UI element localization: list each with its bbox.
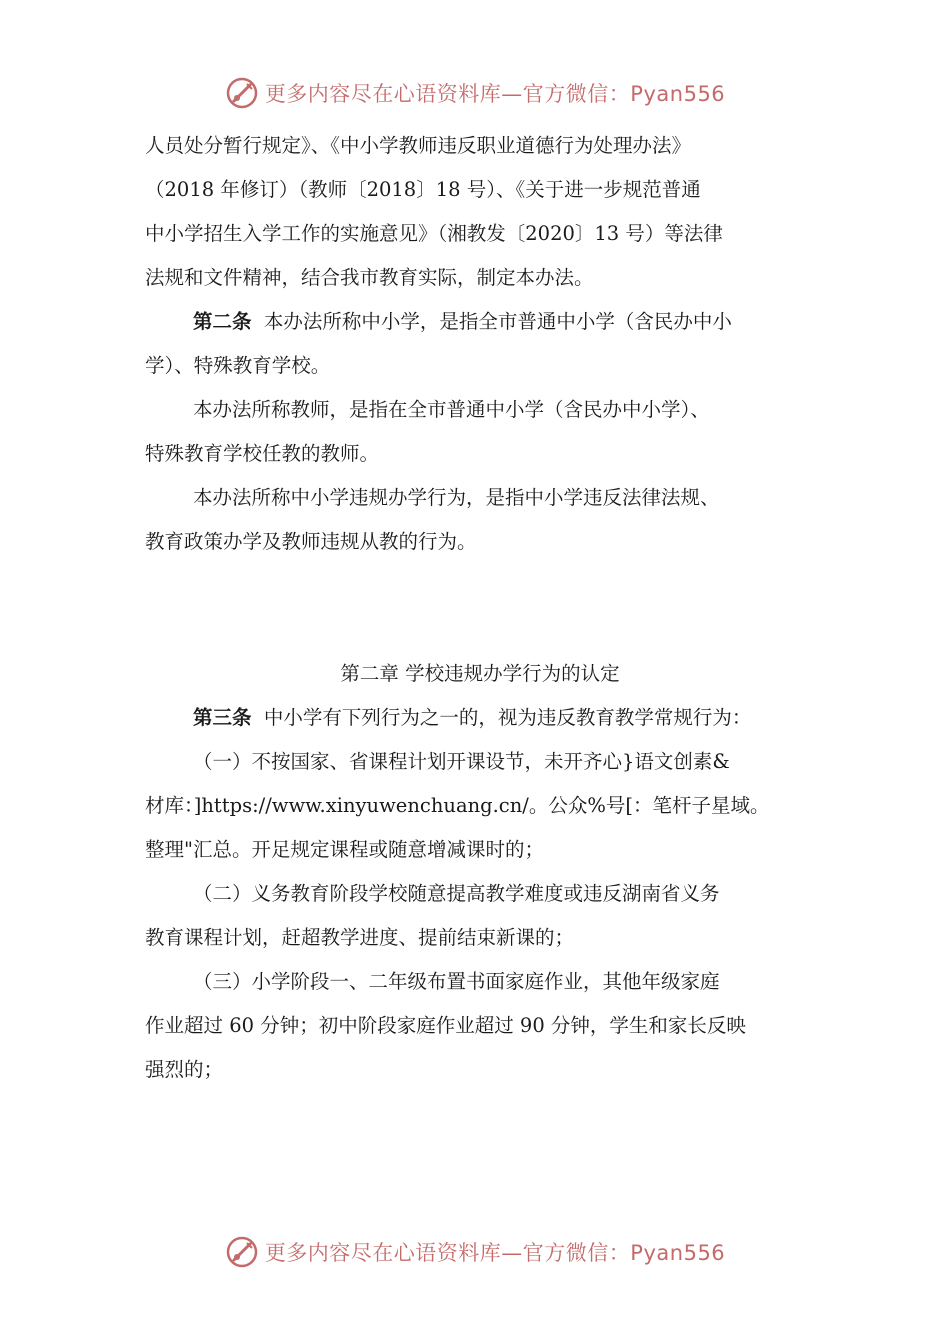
list-item-line: （三）小学阶段一、二年级布置书面家庭作业，其他年级家庭 bbox=[193, 970, 720, 993]
footer-watermark bbox=[0, 1235, 950, 1269]
paragraph-line: （2018 年修订）（教师〔2018〕18 号）、《关于进一步规范普通 bbox=[145, 178, 701, 201]
paragraph-line: 中小学招生入学工作的实施意见》（湘教发〔2020〕13 号）等法律 bbox=[145, 222, 723, 245]
watermark-text: 更多内容尽在心语资料库—官方微信：Pyan556 bbox=[264, 1241, 726, 1265]
pen-seal-icon bbox=[225, 76, 259, 110]
article-text: 中小学有下列行为之一的，视为违反教育教学常规行为： bbox=[263, 706, 752, 729]
list-item-line: 强烈的； bbox=[145, 1058, 224, 1081]
chapter-title: 第二章 学校违规办学行为的认定 bbox=[340, 662, 620, 685]
header-watermark bbox=[0, 76, 950, 110]
article-label: 第三条 bbox=[193, 706, 252, 729]
article-text: 本办法所称中小学，是指全市普通中小学（含民办中小 bbox=[263, 310, 732, 333]
watermark-text: 更多内容尽在心语资料库—官方微信：Pyan556 bbox=[264, 82, 726, 106]
paragraph-line: 本办法所称教师，是指在全市普通中小学（含民办中小学）、 bbox=[193, 398, 710, 421]
list-item-line: （二）义务教育阶段学校随意提高教学难度或违反湖南省义务 bbox=[193, 882, 720, 905]
article-label: 第二条 bbox=[193, 310, 252, 333]
paragraph-line: 教育政策办学及教师违规从教的行为。 bbox=[145, 530, 477, 553]
paragraph-line: 法规和文件精神，结合我市教育实际，制定本办法。 bbox=[145, 266, 594, 289]
list-item-line: （一）不按国家、省课程计划开课设节，未开齐心}语文创素& bbox=[193, 750, 730, 773]
list-item-line: 整理"汇总。开足规定课程或随意增减课时的； bbox=[145, 838, 544, 861]
pen-seal-icon bbox=[225, 1235, 259, 1269]
list-item-line: 材库：]https://www.xinyuwenchuang.cn/。公众%号[：笔杆子星域。 bbox=[145, 794, 770, 817]
paragraph-line: 学）、特殊教育学校。 bbox=[145, 354, 331, 377]
list-item-line: 作业超过 60 分钟；初中阶段家庭作业超过 90 分钟，学生和家长反映 bbox=[145, 1014, 746, 1037]
article-2 bbox=[145, 300, 815, 344]
paragraph-line: 人员处分暂行规定》、《中小学教师违反职业道德行为处理办法》 bbox=[145, 134, 692, 157]
list-item-line: 教育课程计划，赶超教学进度、提前结束新课的； bbox=[145, 926, 575, 949]
document-body bbox=[145, 124, 815, 1092]
paragraph-line: 本办法所称中小学违规办学行为，是指中小学违反法律法规、 bbox=[193, 486, 720, 509]
paragraph-line: 特殊教育学校任教的教师。 bbox=[145, 442, 380, 465]
article-3 bbox=[145, 696, 815, 740]
